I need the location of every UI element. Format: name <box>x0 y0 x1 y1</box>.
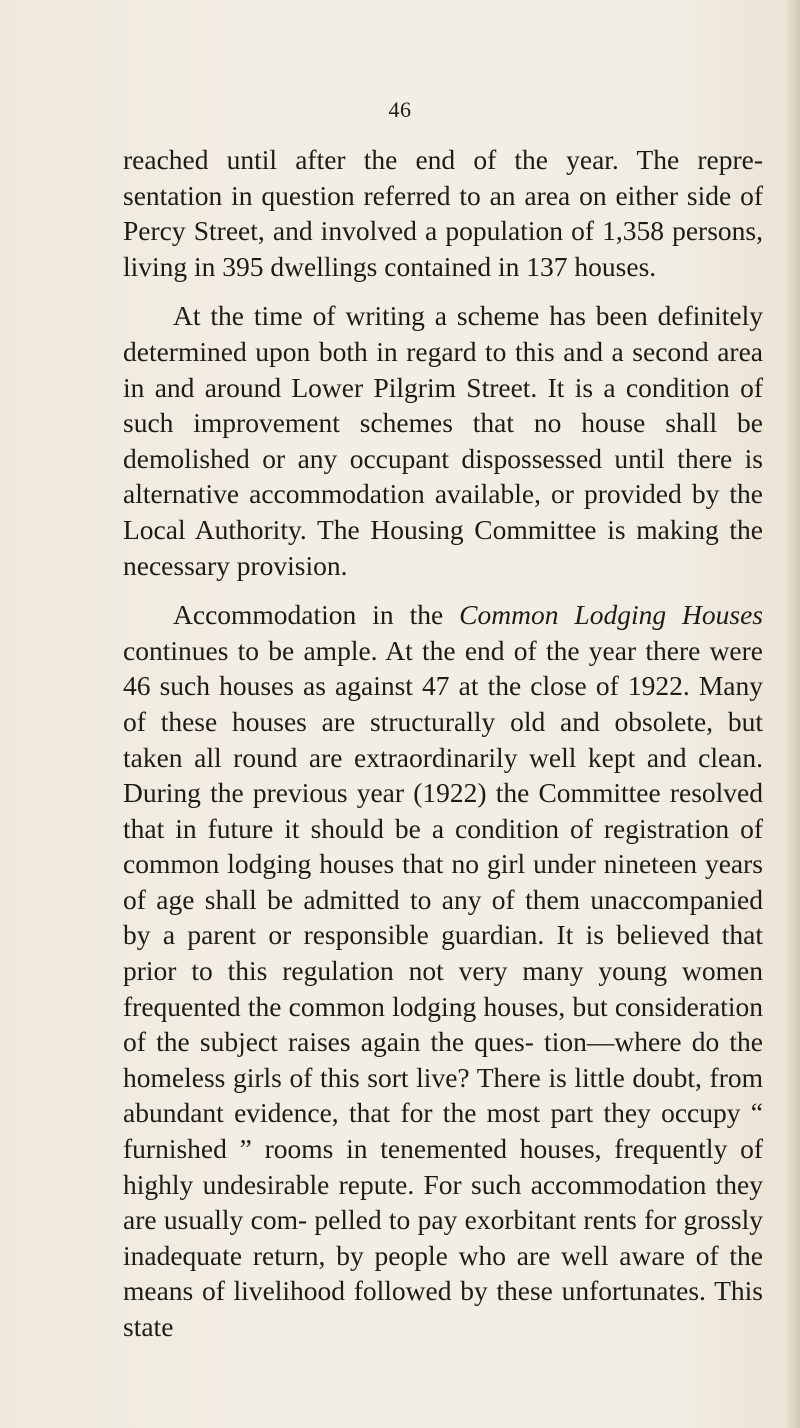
lodging-body-text: continues to be ample. At the end of the year there were 46 such houses as against 47 at the close of 1922. Many of these houses are structurally old and obsolete, but taken all round are extraordinarily well kept and clean. During the previous year (1922) the Committee resolved that in future it should be a condition of registration of common lodging houses that no girl under nineteen years of age shall be admitted to any of them unaccompanied by a parent or responsible guardian. It is believed that prior to this regulation not very many young women frequented the common lodging houses, but consideration of the subject raises again the ques- tion—where do the homeless girls of this sort live? There is little doubt, from abundant evidence, that for the most part they occupy “ furnished ” rooms in tenemented houses, frequently of highly undesirable repute. For such accommodation they are usually com- pelled to pay exorbitant rents for grossly inadequate return, by people who are well aware of the means of livelihood followed by these unfortunates. This state <box>123 634 763 1342</box>
paragraph-lodging-houses <box>123 597 763 1344</box>
lodging-intro-text: Accommodation in the <box>173 599 460 631</box>
page-number: 46 <box>388 97 412 122</box>
paragraph-housing-scheme: At the time of writing a scheme has been definitely determined upon both in regard to this and a second area in and around Lower Pilgrim Street. It is a condition of such improvement schemes that no house shall be demolished or any occupant dispossessed until there is alternative accommodation available, or provided by the Local Authority. The Housing Committee is making the necessary provision. <box>123 300 763 581</box>
paragraph-continuation: reached until after the end of the year. The repre- sentation in question referred to an area on either side of Percy Street, and involved a population of 1,358 persons, living in 395 dwellings contained in 137 houses. <box>123 144 763 282</box>
page-edge-shadow <box>786 0 800 1428</box>
body-text <box>123 142 763 1359</box>
lodging-houses-emphasis: Common Lodging Houses <box>459 599 764 631</box>
